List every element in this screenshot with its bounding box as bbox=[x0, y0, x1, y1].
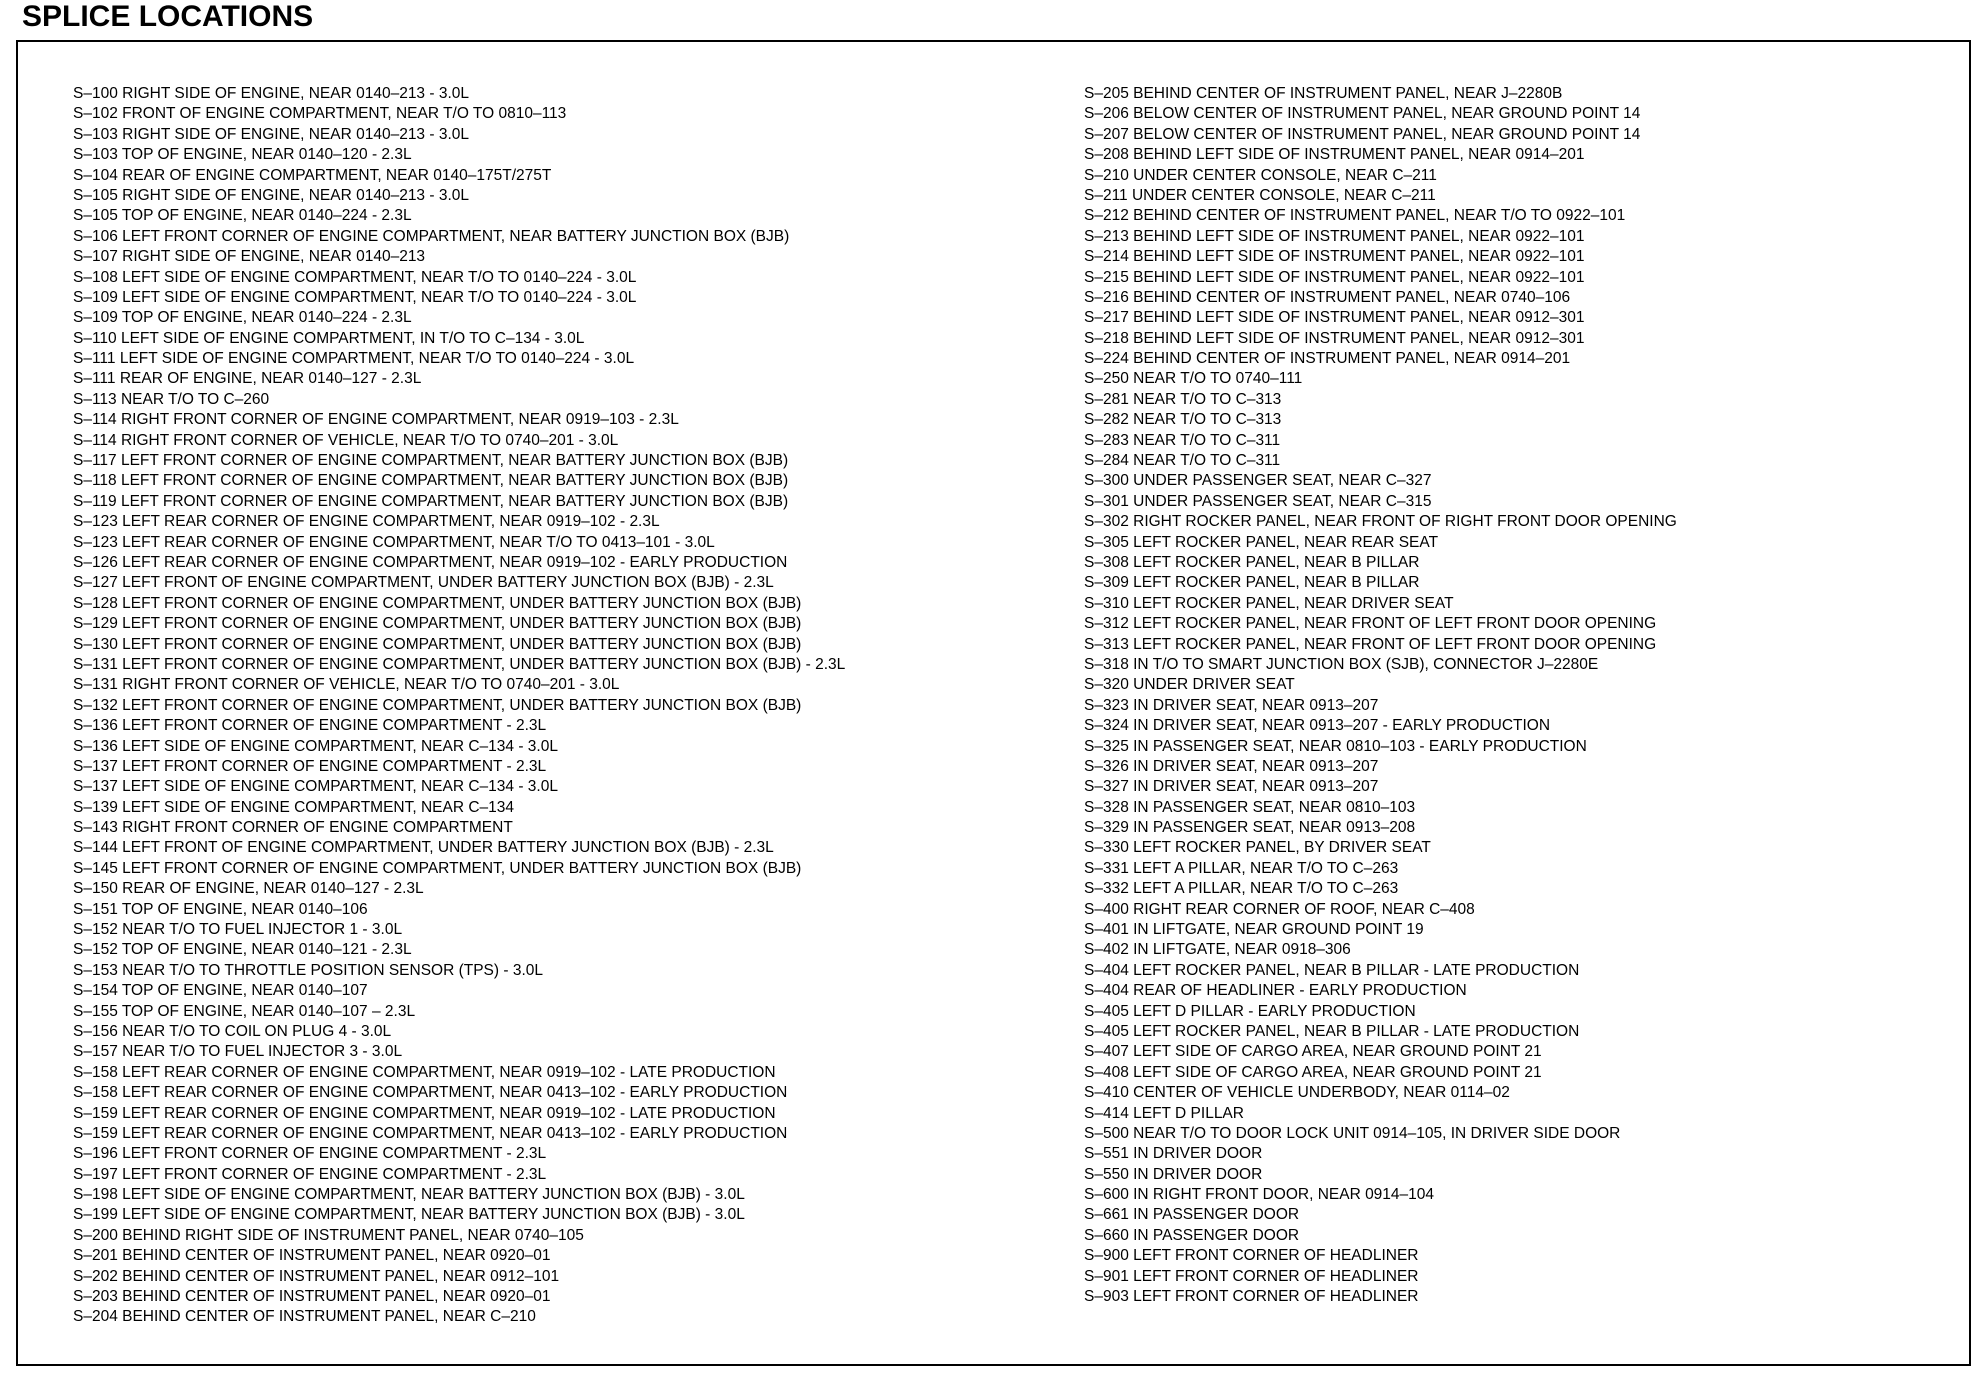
splice-location-entry: S–130 LEFT FRONT CORNER OF ENGINE COMPARTMENT, UNDER BATTERY JUNCTION BOX (BJB) bbox=[73, 635, 802, 653]
splice-location-entry: S–313 LEFT ROCKER PANEL, NEAR FRONT OF LEFT FRONT DOOR OPENING bbox=[1084, 635, 1657, 653]
splice-location-entry: S–331 LEFT A PILLAR, NEAR T/O TO C–263 bbox=[1084, 859, 1399, 877]
splice-location-entry: S–215 BEHIND LEFT SIDE OF INSTRUMENT PANEL, NEAR 0922–101 bbox=[1084, 268, 1585, 286]
splice-location-entry: S–410 CENTER OF VEHICLE UNDERBODY, NEAR 0114–02 bbox=[1084, 1084, 1510, 1102]
splice-location-entry: S–210 UNDER CENTER CONSOLE, NEAR C–211 bbox=[1084, 166, 1437, 184]
splice-location-entry: S–308 LEFT ROCKER PANEL, NEAR B PILLAR bbox=[1084, 553, 1420, 571]
splice-location-entry: S–136 LEFT FRONT CORNER OF ENGINE COMPARTMENT - 2.3L bbox=[73, 717, 547, 735]
splice-location-entry: S–136 LEFT SIDE OF ENGINE COMPARTMENT, NEAR C–134 - 3.0L bbox=[73, 737, 558, 755]
splice-location-entry: S–111 LEFT SIDE OF ENGINE COMPARTMENT, NEAR T/O TO 0140–224 - 3.0L bbox=[73, 350, 635, 368]
splice-location-entry: S–312 LEFT ROCKER PANEL, NEAR FRONT OF LEFT FRONT DOOR OPENING bbox=[1084, 615, 1657, 633]
splice-location-entry: S–102 FRONT OF ENGINE COMPARTMENT, NEAR T/O TO 0810–113 bbox=[73, 105, 567, 123]
splice-location-entry: S–404 LEFT ROCKER PANEL, NEAR B PILLAR - LATE PRODUCTION bbox=[1084, 961, 1580, 979]
splice-location-entry: S–405 LEFT ROCKER PANEL, NEAR B PILLAR - LATE PRODUCTION bbox=[1084, 1022, 1580, 1040]
splice-location-entry: S–144 LEFT FRONT OF ENGINE COMPARTMENT, UNDER BATTERY JUNCTION BOX (BJB) - 2.3L bbox=[73, 839, 774, 857]
splice-location-entry: S–159 LEFT REAR CORNER OF ENGINE COMPARTMENT, NEAR 0413–102 - EARLY PRODUCTION bbox=[73, 1124, 788, 1142]
splice-location-entry: S–600 IN RIGHT FRONT DOOR, NEAR 0914–104 bbox=[1084, 1186, 1435, 1204]
splice-location-entry: S–156 NEAR T/O TO COIL ON PLUG 4 - 3.0L bbox=[73, 1022, 392, 1040]
splice-location-entry: S–211 UNDER CENTER CONSOLE, NEAR C–211 bbox=[1084, 186, 1436, 204]
splice-location-entry: S–207 BELOW CENTER OF INSTRUMENT PANEL, NEAR GROUND POINT 14 bbox=[1084, 125, 1641, 143]
splice-location-entry: S–137 LEFT FRONT CORNER OF ENGINE COMPARTMENT - 2.3L bbox=[73, 757, 547, 775]
splice-location-entry: S–214 BEHIND LEFT SIDE OF INSTRUMENT PANEL, NEAR 0922–101 bbox=[1084, 248, 1585, 266]
splice-location-entry: S–128 LEFT FRONT CORNER OF ENGINE COMPARTMENT, UNDER BATTERY JUNCTION BOX (BJB) bbox=[73, 594, 802, 612]
splice-location-entry: S–250 NEAR T/O TO 0740–111 bbox=[1084, 370, 1303, 388]
splice-location-entry: S–131 LEFT FRONT CORNER OF ENGINE COMPARTMENT, UNDER BATTERY JUNCTION BOX (BJB) - 2.3L bbox=[73, 655, 846, 673]
splice-location-entry: S–100 RIGHT SIDE OF ENGINE, NEAR 0140–213 - 3.0L bbox=[73, 85, 469, 102]
splice-location-entry: S–216 BEHIND CENTER OF INSTRUMENT PANEL, NEAR 0740–106 bbox=[1084, 288, 1571, 306]
splice-location-entry: S–901 LEFT FRONT CORNER OF HEADLINER bbox=[1084, 1267, 1419, 1285]
splice-location-entry: S–131 RIGHT FRONT CORNER OF VEHICLE, NEAR T/O TO 0740–201 - 3.0L bbox=[73, 676, 620, 694]
splice-location-entry: S–324 IN DRIVER SEAT, NEAR 0913–207 - EARLY PRODUCTION bbox=[1084, 717, 1551, 735]
splice-location-entry: S–137 LEFT SIDE OF ENGINE COMPARTMENT, NEAR C–134 - 3.0L bbox=[73, 778, 558, 796]
splice-location-entry: S–197 LEFT FRONT CORNER OF ENGINE COMPARTMENT - 2.3L bbox=[73, 1165, 547, 1183]
splice-location-entry: S–400 RIGHT REAR CORNER OF ROOF, NEAR C–408 bbox=[1084, 900, 1475, 918]
splice-location-entry: S–330 LEFT ROCKER PANEL, BY DRIVER SEAT bbox=[1084, 839, 1431, 857]
splice-location-entry: S–500 NEAR T/O TO DOOR LOCK UNIT 0914–105, IN DRIVER SIDE DOOR bbox=[1084, 1124, 1621, 1142]
splice-location-entry: S–145 LEFT FRONT CORNER OF ENGINE COMPARTMENT, UNDER BATTERY JUNCTION BOX (BJB) bbox=[73, 859, 802, 877]
splice-location-entry: S–157 NEAR T/O TO FUEL INJECTOR 3 - 3.0L bbox=[73, 1043, 403, 1061]
splice-location-entry: S–126 LEFT REAR CORNER OF ENGINE COMPARTMENT, NEAR 0919–102 - EARLY PRODUCTION bbox=[73, 553, 788, 571]
splice-list-right-column bbox=[1084, 84, 1964, 1307]
splice-location-entry: S–283 NEAR T/O TO C–311 bbox=[1084, 431, 1281, 449]
splice-location-entry: S–301 UNDER PASSENGER SEAT, NEAR C–315 bbox=[1084, 492, 1432, 510]
splice-location-entry: S–132 LEFT FRONT CORNER OF ENGINE COMPARTMENT, UNDER BATTERY JUNCTION BOX (BJB) bbox=[73, 696, 802, 714]
splice-location-entry: S–213 BEHIND LEFT SIDE OF INSTRUMENT PANEL, NEAR 0922–101 bbox=[1084, 227, 1585, 245]
splice-location-entry: S–408 LEFT SIDE OF CARGO AREA, NEAR GROUND POINT 21 bbox=[1084, 1063, 1542, 1081]
splice-location-entry: S–200 BEHIND RIGHT SIDE OF INSTRUMENT PANEL, NEAR 0740–105 bbox=[73, 1226, 584, 1244]
splice-location-entry: S–328 IN PASSENGER SEAT, NEAR 0810–103 bbox=[1084, 798, 1416, 816]
splice-location-entry: S–114 RIGHT FRONT CORNER OF VEHICLE, NEAR T/O TO 0740–201 - 3.0L bbox=[73, 431, 619, 449]
splice-location-entry: S–320 UNDER DRIVER SEAT bbox=[1084, 676, 1295, 694]
splice-location-entry: S–127 LEFT FRONT OF ENGINE COMPARTMENT, UNDER BATTERY JUNCTION BOX (BJB) - 2.3L bbox=[73, 574, 774, 592]
splice-location-entry: S–550 IN DRIVER DOOR bbox=[1084, 1165, 1263, 1183]
splice-location-entry: S–119 LEFT FRONT CORNER OF ENGINE COMPARTMENT, NEAR BATTERY JUNCTION BOX (BJB) bbox=[73, 492, 789, 510]
splice-location-entry: S–318 IN T/O TO SMART JUNCTION BOX (SJB), CONNECTOR J–2280E bbox=[1084, 655, 1599, 673]
splice-location-entry: S–661 IN PASSENGER DOOR bbox=[1084, 1206, 1300, 1224]
splice-location-entry: S–203 BEHIND CENTER OF INSTRUMENT PANEL, NEAR 0920–01 bbox=[73, 1288, 551, 1306]
splice-list-left-column bbox=[73, 84, 1033, 1328]
splice-location-entry: S–323 IN DRIVER SEAT, NEAR 0913–207 bbox=[1084, 696, 1379, 714]
splice-location-entry: S–159 LEFT REAR CORNER OF ENGINE COMPARTMENT, NEAR 0919–102 - LATE PRODUCTION bbox=[73, 1104, 776, 1122]
splice-location-entry: S–329 IN PASSENGER SEAT, NEAR 0913–208 bbox=[1084, 819, 1416, 837]
splice-location-entry: S–107 RIGHT SIDE OF ENGINE, NEAR 0140–213 bbox=[73, 248, 426, 266]
splice-location-entry: S–305 LEFT ROCKER PANEL, NEAR REAR SEAT bbox=[1084, 533, 1439, 551]
splice-location-entry: S–143 RIGHT FRONT CORNER OF ENGINE COMPARTMENT bbox=[73, 819, 513, 837]
splice-location-entry: S–150 REAR OF ENGINE, NEAR 0140–127 - 2.3L bbox=[73, 880, 424, 898]
splice-location-entry: S–302 RIGHT ROCKER PANEL, NEAR FRONT OF RIGHT FRONT DOOR OPENING bbox=[1084, 513, 1677, 531]
splice-location-entry: S–158 LEFT REAR CORNER OF ENGINE COMPARTMENT, NEAR 0919–102 - LATE PRODUCTION bbox=[73, 1063, 776, 1081]
splice-location-entry: S–110 LEFT SIDE OF ENGINE COMPARTMENT, IN T/O TO C–134 - 3.0L bbox=[73, 329, 585, 347]
splice-location-entry: S–201 BEHIND CENTER OF INSTRUMENT PANEL, NEAR 0920–01 bbox=[73, 1247, 551, 1265]
splice-location-entry: S–155 TOP OF ENGINE, NEAR 0140–107 – 2.3L bbox=[73, 1002, 416, 1020]
splice-location-entry: S–310 LEFT ROCKER PANEL, NEAR DRIVER SEAT bbox=[1084, 594, 1454, 612]
splice-location-entry: S–158 LEFT REAR CORNER OF ENGINE COMPARTMENT, NEAR 0413–102 - EARLY PRODUCTION bbox=[73, 1084, 788, 1102]
splice-location-entry: S–202 BEHIND CENTER OF INSTRUMENT PANEL, NEAR 0912–101 bbox=[73, 1267, 560, 1285]
splice-location-entry: S–281 NEAR T/O TO C–313 bbox=[1084, 390, 1282, 408]
splice-location-entry: S–105 RIGHT SIDE OF ENGINE, NEAR 0140–213 - 3.0L bbox=[73, 186, 469, 204]
splice-location-entry: S–551 IN DRIVER DOOR bbox=[1084, 1145, 1263, 1163]
splice-location-entry: S–196 LEFT FRONT CORNER OF ENGINE COMPARTMENT - 2.3L bbox=[73, 1145, 547, 1163]
splice-location-entry: S–224 BEHIND CENTER OF INSTRUMENT PANEL, NEAR 0914–201 bbox=[1084, 350, 1571, 368]
splice-location-entry: S–117 LEFT FRONT CORNER OF ENGINE COMPARTMENT, NEAR BATTERY JUNCTION BOX (BJB) bbox=[73, 452, 789, 470]
splice-location-entry: S–208 BEHIND LEFT SIDE OF INSTRUMENT PANEL, NEAR 0914–201 bbox=[1084, 146, 1585, 164]
splice-location-entry: S–903 LEFT FRONT CORNER OF HEADLINER bbox=[1084, 1288, 1419, 1306]
splice-location-entry: S–114 RIGHT FRONT CORNER OF ENGINE COMPARTMENT, NEAR 0919–103 - 2.3L bbox=[73, 411, 679, 429]
splice-location-entry: S–282 NEAR T/O TO C–313 bbox=[1084, 411, 1282, 429]
splice-location-entry: S–325 IN PASSENGER SEAT, NEAR 0810–103 - EARLY PRODUCTION bbox=[1084, 737, 1587, 755]
splice-location-entry: S–401 IN LIFTGATE, NEAR GROUND POINT 19 bbox=[1084, 921, 1424, 939]
splice-location-entry: S–103 RIGHT SIDE OF ENGINE, NEAR 0140–213 - 3.0L bbox=[73, 125, 469, 143]
splice-location-entry: S–405 LEFT D PILLAR - EARLY PRODUCTION bbox=[1084, 1002, 1416, 1020]
splice-location-entry: S–326 IN DRIVER SEAT, NEAR 0913–207 bbox=[1084, 757, 1379, 775]
splice-location-entry: S–106 LEFT FRONT CORNER OF ENGINE COMPARTMENT, NEAR BATTERY JUNCTION BOX (BJB) bbox=[73, 227, 790, 245]
splice-location-entry: S–284 NEAR T/O TO C–311 bbox=[1084, 452, 1281, 470]
splice-location-entry: S–332 LEFT A PILLAR, NEAR T/O TO C–263 bbox=[1084, 880, 1399, 898]
splice-location-entry: S–139 LEFT SIDE OF ENGINE COMPARTMENT, NEAR C–134 bbox=[73, 798, 515, 816]
splice-location-entry: S–402 IN LIFTGATE, NEAR 0918–306 bbox=[1084, 941, 1351, 959]
splice-location-entry: S–309 LEFT ROCKER PANEL, NEAR B PILLAR bbox=[1084, 574, 1420, 592]
splice-location-entry: S–198 LEFT SIDE OF ENGINE COMPARTMENT, NEAR BATTERY JUNCTION BOX (BJB) - 3.0L bbox=[73, 1186, 745, 1204]
splice-location-entry: S–660 IN PASSENGER DOOR bbox=[1084, 1226, 1300, 1244]
splice-location-entry: S–204 BEHIND CENTER OF INSTRUMENT PANEL, NEAR C–210 bbox=[73, 1308, 536, 1326]
splice-location-entry: S–404 REAR OF HEADLINER - EARLY PRODUCTION bbox=[1084, 982, 1467, 1000]
splice-location-entry: S–104 REAR OF ENGINE COMPARTMENT, NEAR 0140–175T/275T bbox=[73, 166, 552, 184]
splice-location-entry: S–123 LEFT REAR CORNER OF ENGINE COMPARTMENT, NEAR 0919–102 - 2.3L bbox=[73, 513, 660, 531]
splice-location-entry: S–414 LEFT D PILLAR bbox=[1084, 1104, 1244, 1122]
splice-location-entry: S–199 LEFT SIDE OF ENGINE COMPARTMENT, NEAR BATTERY JUNCTION BOX (BJB) - 3.0L bbox=[73, 1206, 745, 1224]
splice-location-entry: S–152 NEAR T/O TO FUEL INJECTOR 1 - 3.0L bbox=[73, 921, 403, 939]
splice-location-entry: S–152 TOP OF ENGINE, NEAR 0140–121 - 2.3L bbox=[73, 941, 412, 959]
page-title: SPLICE LOCATIONS bbox=[22, 0, 314, 33]
splice-location-entry: S–206 BELOW CENTER OF INSTRUMENT PANEL, NEAR GROUND POINT 14 bbox=[1084, 105, 1641, 123]
splice-location-entry: S–123 LEFT REAR CORNER OF ENGINE COMPARTMENT, NEAR T/O TO 0413–101 - 3.0L bbox=[73, 533, 715, 551]
splice-location-entry: S–113 NEAR T/O TO C–260 bbox=[73, 390, 270, 408]
splice-location-entry: S–327 IN DRIVER SEAT, NEAR 0913–207 bbox=[1084, 778, 1379, 796]
splice-location-entry: S–154 TOP OF ENGINE, NEAR 0140–107 bbox=[73, 982, 368, 1000]
splice-location-entry: S–111 REAR OF ENGINE, NEAR 0140–127 - 2.3L bbox=[73, 370, 422, 388]
splice-location-entry: S–109 LEFT SIDE OF ENGINE COMPARTMENT, NEAR T/O TO 0140–224 - 3.0L bbox=[73, 288, 637, 306]
splice-location-entry: S–108 LEFT SIDE OF ENGINE COMPARTMENT, NEAR T/O TO 0140–224 - 3.0L bbox=[73, 268, 637, 286]
splice-location-entry: S–218 BEHIND LEFT SIDE OF INSTRUMENT PANEL, NEAR 0912–301 bbox=[1084, 329, 1585, 347]
splice-location-entry: S–151 TOP OF ENGINE, NEAR 0140–106 bbox=[73, 900, 368, 918]
splice-location-entry: S–118 LEFT FRONT CORNER OF ENGINE COMPARTMENT, NEAR BATTERY JUNCTION BOX (BJB) bbox=[73, 472, 789, 490]
splice-location-entry: S–900 LEFT FRONT CORNER OF HEADLINER bbox=[1084, 1247, 1419, 1265]
splice-location-entry: S–300 UNDER PASSENGER SEAT, NEAR C–327 bbox=[1084, 472, 1432, 490]
splice-location-entry: S–153 NEAR T/O TO THROTTLE POSITION SENSOR (TPS) - 3.0L bbox=[73, 961, 544, 979]
splice-location-entry: S–105 TOP OF ENGINE, NEAR 0140–224 - 2.3L bbox=[73, 207, 412, 225]
splice-location-entry: S–217 BEHIND LEFT SIDE OF INSTRUMENT PANEL, NEAR 0912–301 bbox=[1084, 309, 1585, 327]
splice-location-entry: S–103 TOP OF ENGINE, NEAR 0140–120 - 2.3L bbox=[73, 146, 412, 164]
splice-location-entry: S–205 BEHIND CENTER OF INSTRUMENT PANEL, NEAR J–2280B bbox=[1084, 85, 1563, 102]
splice-location-entry: S–212 BEHIND CENTER OF INSTRUMENT PANEL, NEAR T/O TO 0922–101 bbox=[1084, 207, 1626, 225]
splice-location-entry: S–109 TOP OF ENGINE, NEAR 0140–224 - 2.3L bbox=[73, 309, 412, 327]
splice-location-entry: S–129 LEFT FRONT CORNER OF ENGINE COMPARTMENT, UNDER BATTERY JUNCTION BOX (BJB) bbox=[73, 615, 802, 633]
splice-location-entry: S–407 LEFT SIDE OF CARGO AREA, NEAR GROUND POINT 21 bbox=[1084, 1043, 1542, 1061]
